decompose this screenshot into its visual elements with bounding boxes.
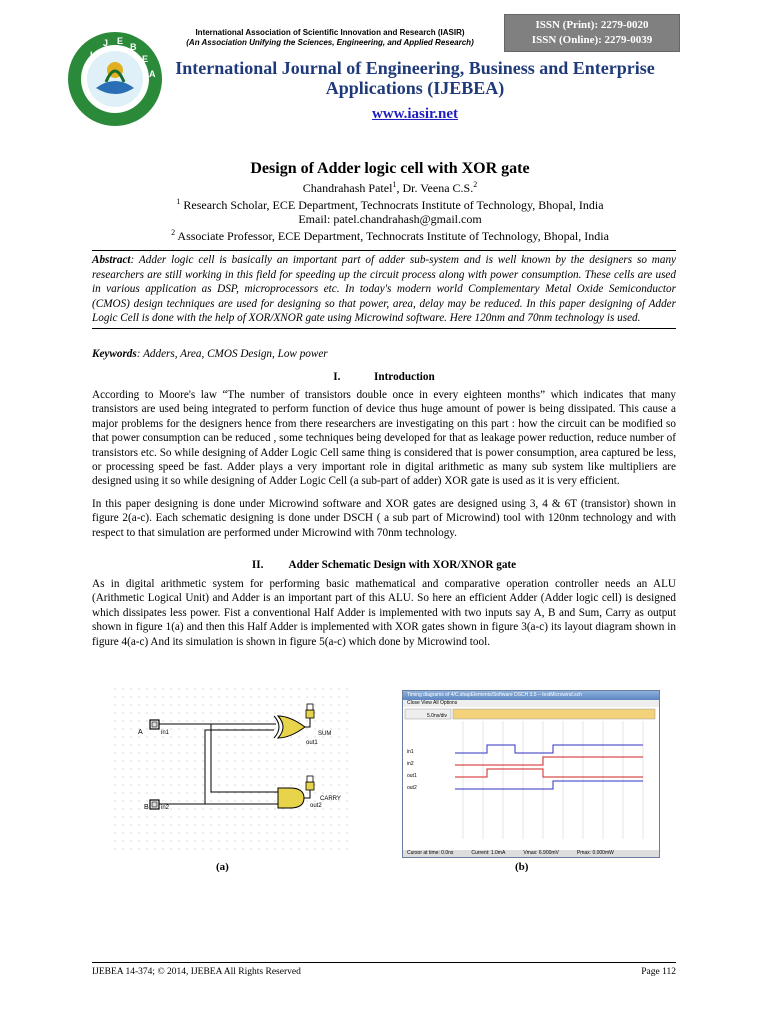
- abstract-label: Abstract: [92, 254, 131, 266]
- author-2: , Dr. Veena C.S.: [396, 181, 474, 195]
- association-name: International Association of Scientific Innovation and Research (IASIR): [195, 28, 465, 37]
- svg-text:J: J: [103, 38, 109, 48]
- keywords-label: Keywords: [92, 348, 137, 360]
- carry-id: out2: [310, 803, 322, 809]
- section-2-heading: [92, 559, 676, 571]
- email: Email: patel.chandrahash@gmail.com: [298, 212, 482, 226]
- svg-text:E: E: [142, 54, 149, 64]
- journal-url-link[interactable]: www.iasir.net: [371, 106, 459, 122]
- timing-diagram: [403, 707, 657, 849]
- figure-b-caption: (b): [515, 861, 529, 873]
- intro-paragraph-1: According to Moore's law “The number of transistors double once in every eighteen months” which indicates that many transistors are used being integrated to perform function of device thus huge amount of power is being dissipated. This cause a major problems for the designers hence from there researchers are investigating on this part : how the circuit can be modified so that power consumption can be reduced , some techniques being developed for that as leakage power reduction, reduce number of transistors etc. So while designing of Adder Logic Cell same thing is considered that is power consumption, area captured be less, or processing speed be fast. Adder plays a very important role in digital arithmetic as many sub system like multipliers are designed using it so while designing of Adder Logic Cell (a sub-part of adder) XOR gate is used as it is very efficient.: [92, 389, 676, 488]
- carry-led-icon: [306, 776, 314, 790]
- svg-text:E: E: [117, 36, 124, 46]
- association-header: [150, 28, 510, 48]
- half-adder-schematic: [114, 688, 350, 856]
- keywords: [92, 348, 676, 360]
- affil-2-text: Associate Professor, ECE Department, Technocrats Institute of Technology, Bhopal, India: [175, 229, 609, 243]
- issn-online: ISSN (Online): 2279-0039: [531, 34, 653, 46]
- affil-1-text: Research Scholar, ECE Department, Technocrats Institute of Technology, Bhopal, India: [180, 198, 604, 212]
- figure-a-caption: (a): [216, 861, 229, 873]
- status-current: Current: 1.0mA: [471, 850, 506, 856]
- logo-seal-icon: [66, 30, 164, 128]
- intro-paragraph-2: In this paper designing is done under Microwind software and XOR gates are designed using 3, 4 & 6T (transistor) shown in figure 2(a-c). Each schematic designing is done under DSCH ( a sub part of Microwind) tool with 120nm technology and with respect to that simulation are performed under Microwind with 70nm technology.: [92, 498, 676, 539]
- journal-logo: [66, 30, 164, 128]
- journal-title-line1: International Journal of Engineering, Business and Enterprise: [175, 58, 655, 78]
- status-cursor: Cursor at time: 0.0ns: [407, 850, 454, 856]
- issn-box: [504, 14, 680, 52]
- input-a-label: A: [138, 729, 143, 736]
- simulation-title-bar: Timing diagrams of 4/C.shapElements/Software DSCH 3.5 – testMicrowind.sch: [403, 691, 659, 700]
- journal-title: [170, 58, 660, 98]
- journal-title-line2: Applications (IJEBEA): [325, 78, 505, 98]
- status-pmax: Pmax: 0.000mW: [576, 850, 614, 856]
- svg-text:B: B: [130, 42, 137, 52]
- affiliation-2: [60, 226, 720, 243]
- page-footer: [92, 962, 676, 977]
- input-a-id: in1: [161, 730, 170, 736]
- time-ruler: [453, 709, 655, 719]
- affiliation-1: [60, 195, 720, 212]
- author-line: [60, 178, 720, 195]
- and-gate-icon: [278, 788, 304, 808]
- keywords-text: : Adders, Area, CMOS Design, Low power: [136, 348, 328, 360]
- svg-text:I: I: [90, 50, 93, 60]
- footer-copyright: IJEBEA 14-374; © 2014, IJEBEA All Rights Reserved: [92, 967, 301, 977]
- paper-title: Design of Adder logic cell with XOR gate: [250, 160, 530, 177]
- abstract: [92, 250, 676, 329]
- footer-page-number: Page 112: [641, 967, 676, 977]
- simulation-status-bar: [403, 850, 659, 857]
- author-block: [60, 178, 720, 243]
- section-1-number: I.: [333, 371, 341, 383]
- input-b-label: B: [144, 804, 149, 811]
- author-1: Chandrahash Patel: [302, 181, 393, 195]
- schematic-figure: [114, 688, 350, 856]
- section-1-heading: [92, 371, 676, 383]
- sum-label: SUM: [318, 731, 332, 737]
- author-2-sup: 2: [473, 180, 478, 189]
- sum-id: out1: [306, 740, 318, 746]
- status-vmax: Vmax: 6.900mV: [523, 850, 559, 856]
- simulation-menu-bar: Close View All Options: [403, 700, 659, 707]
- input-b-id: in2: [161, 805, 170, 811]
- affil-2-sup: 2: [171, 228, 176, 237]
- section-2-number: II.: [251, 559, 264, 571]
- signal-out2: out2: [407, 785, 417, 791]
- sum-led-icon: [306, 704, 314, 718]
- signal-out1: out1: [407, 773, 417, 779]
- affil-1-sup: 1: [176, 197, 181, 206]
- association-subtitle: (An Association Unifying the Sciences, Engineering, and Applied Research): [186, 38, 474, 47]
- svg-text:A: A: [149, 69, 156, 79]
- section-2-title: Adder Schematic Design with XOR/XNOR gate: [288, 559, 517, 571]
- abstract-text: : Adder logic cell is basically an important part of adder sub-system and is well known by the designers so many researchers are still working in this field for speeding up the circuit process along with power consumption. These cells are used in various application as DSP, microprocessors etc. In today's modern world Complementary Metal Oxide Semiconductor (CMOS) design techniques are used for designing so that power, area, delay may be reduced. In this paper designing of Adder Logic Cell is done with the help of XOR/XNOR gate using Microwind software. Here 120nm and 70nm technology is used.: [92, 254, 676, 324]
- time-scale-label: 5.0ns/div: [427, 713, 448, 719]
- section-2-paragraph: As in digital arithmetic system for performing basic mathematical and comparative operation controller needs an ALU (Arithmetic Logical Unit) and Adder is an important part of this ALU. So here an efficient Adder (Adder logic cell) is designed which dissipates less power. Fist a conventional Half Adder is implemented with two inputs say A, B and Sum, Carry as output shown in figure 1(a) and then this Half Adder is implemented with XOR gates shown in figure 3(a-c) its layout diagram shown in figure 4(a-c) And its simulation is shown in figure 5(a-c) which done by Microwind tool.: [92, 578, 676, 648]
- carry-label: CARRY: [320, 796, 341, 802]
- simulation-window: [402, 690, 660, 858]
- issn-print: ISSN (Print): 2279-0020: [535, 19, 649, 31]
- signal-in1: in1: [407, 749, 414, 755]
- signal-in2: in2: [407, 761, 414, 767]
- author-1-sup: 1: [392, 180, 397, 189]
- section-1-title: Introduction: [374, 371, 435, 383]
